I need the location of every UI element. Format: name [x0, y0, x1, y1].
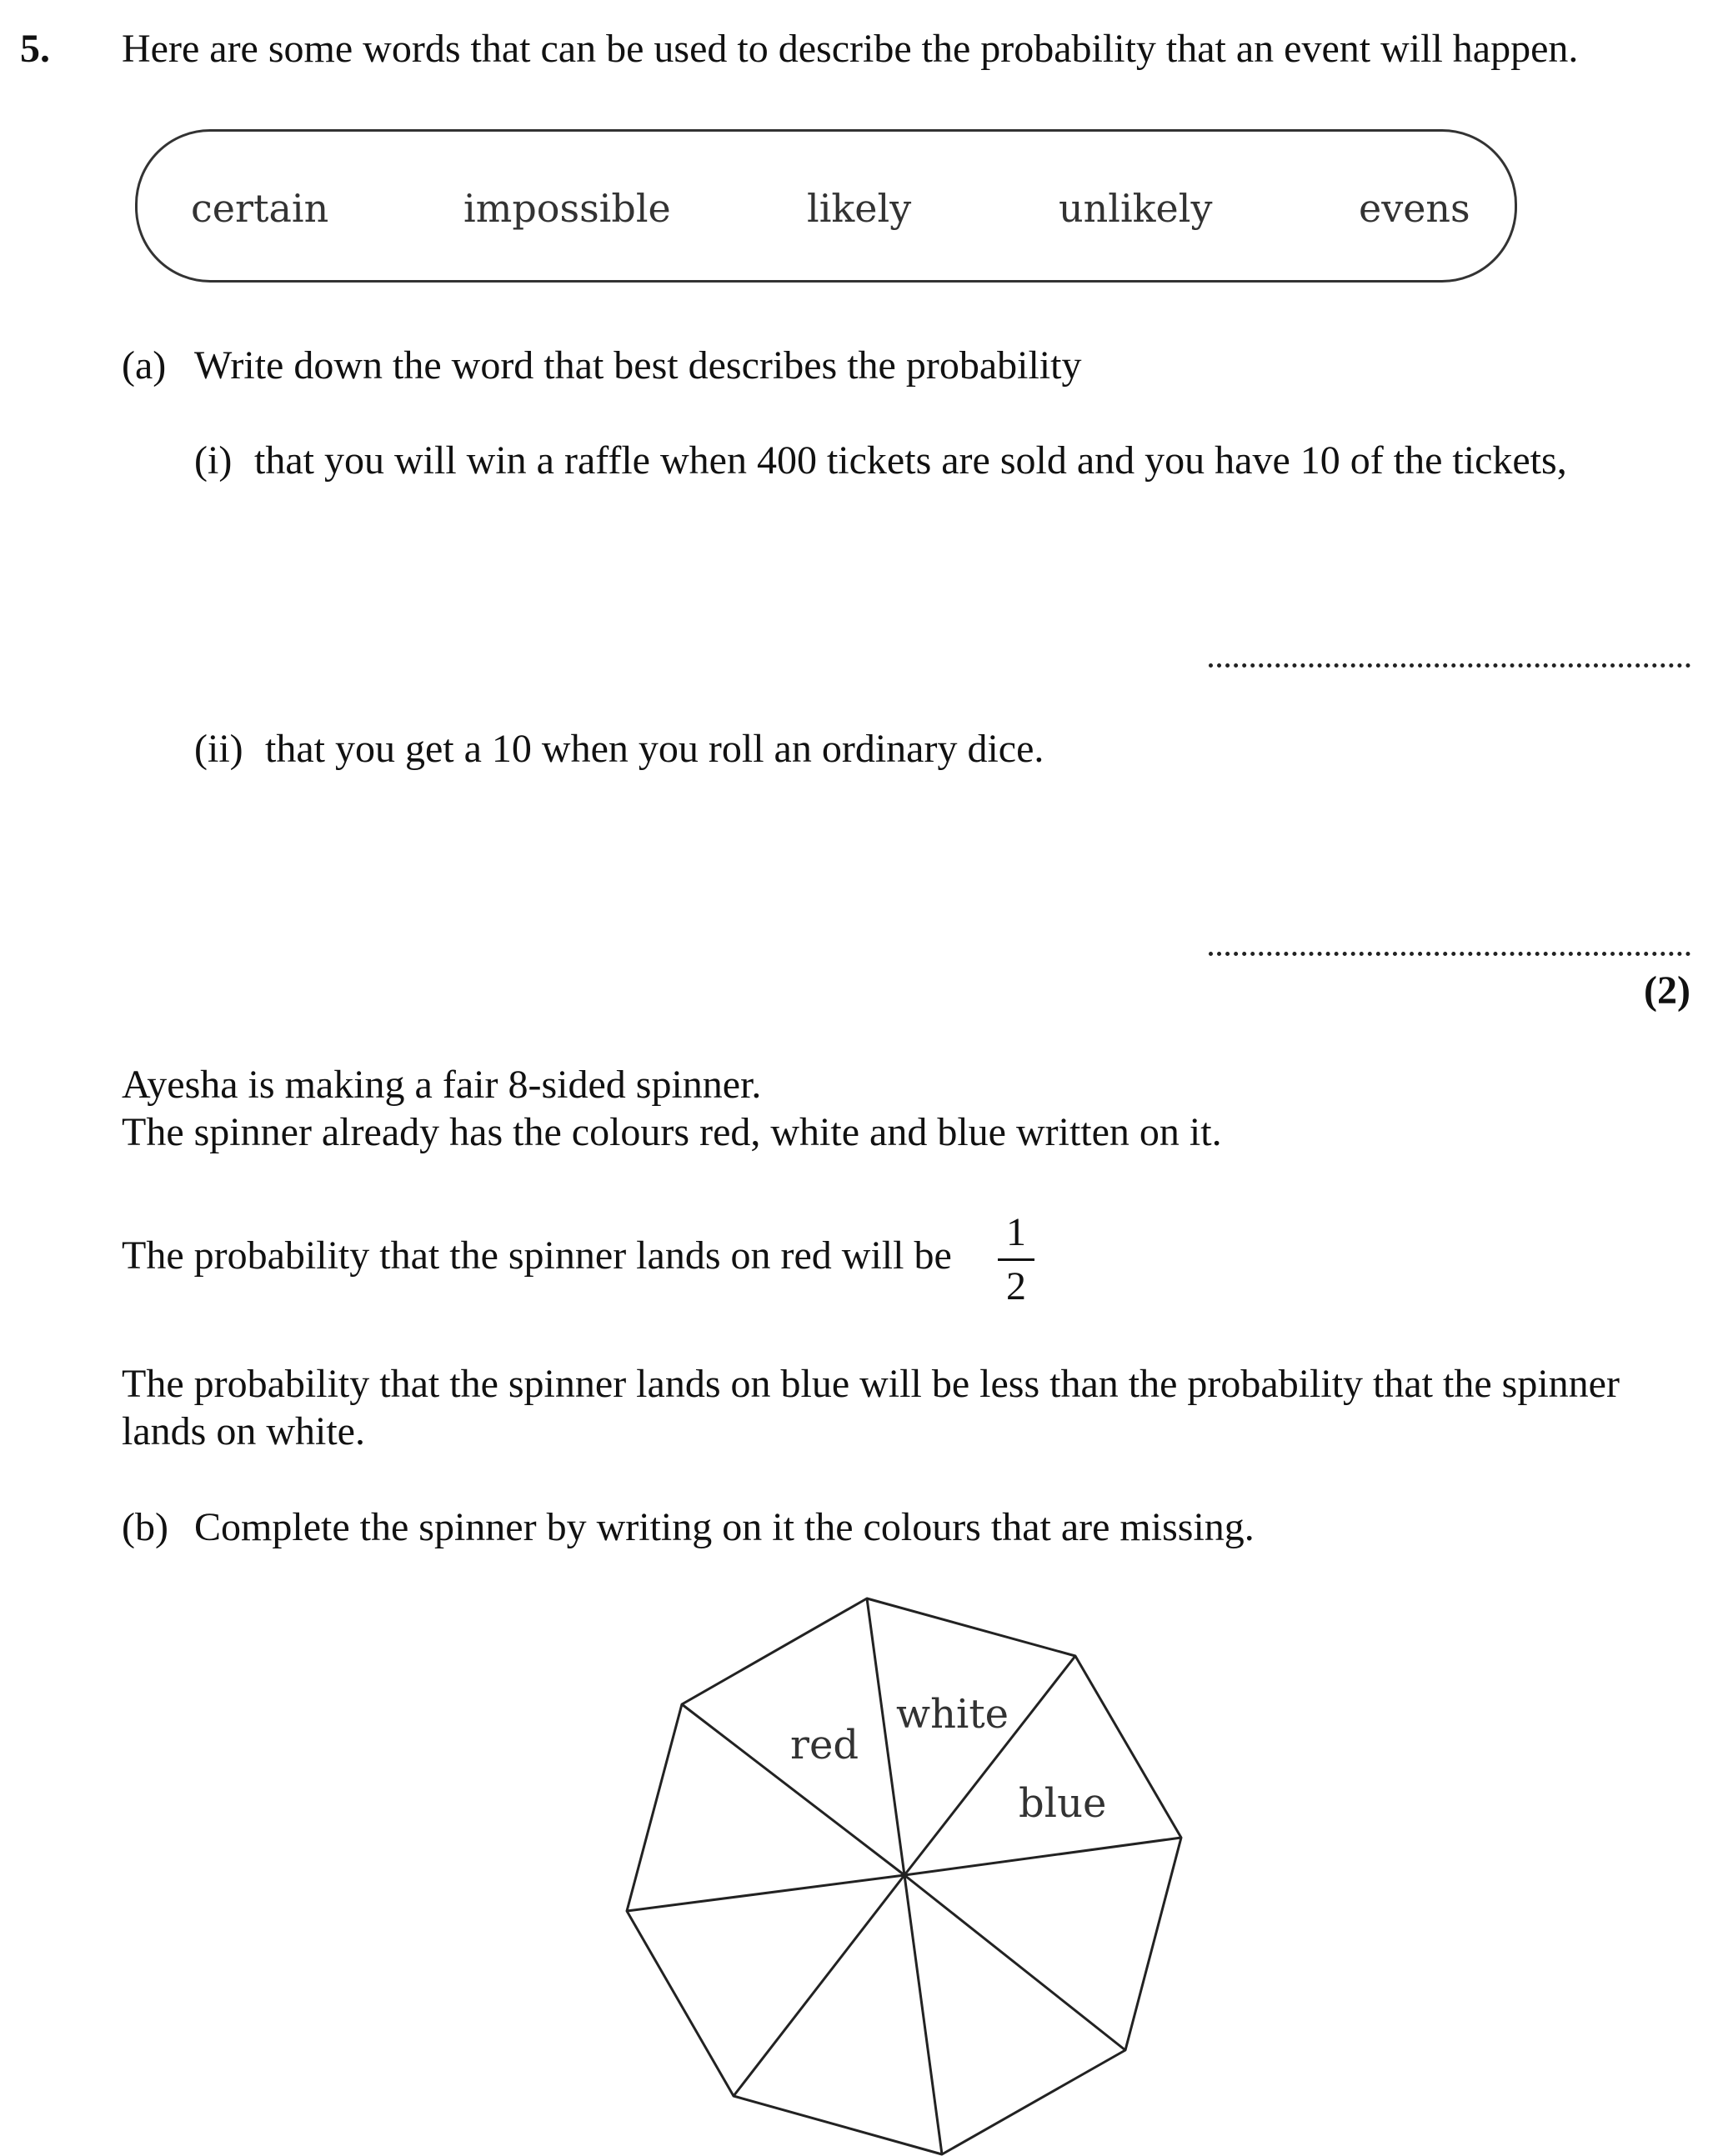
context-line-2: The spinner already has the colours red, white and blue written on it. [122, 1110, 1222, 1154]
part-a-label: (a) [122, 343, 167, 388]
question-intro: Here are some words that can be used to describe the probability that an event will happen. [122, 27, 1579, 71]
part-a-i-text: that you will win a raffle when 400 tickets are sold and you have 10 of the tickets, [254, 438, 1567, 483]
spinner-spoke [904, 1838, 1181, 1875]
spinner-spoke [904, 1875, 1125, 2050]
part-a-i-label: (i) [194, 438, 233, 483]
red-probability-text: The probability that the spinner lands on red will be [122, 1233, 952, 1278]
spinner-spoke [904, 1656, 1075, 1875]
fraction-denominator: 2 [1006, 1264, 1026, 1308]
spinner-spoke [904, 1875, 942, 2154]
part-a-ii-label: (ii) [194, 727, 243, 771]
part-b-label: (b) [122, 1505, 168, 1549]
word-unlikely: unlikely [1059, 186, 1213, 231]
word-certain: certain [191, 186, 329, 231]
fraction-numerator: 1 [1006, 1210, 1026, 1254]
spinner-spoke [627, 1875, 904, 1911]
blue-white-line-1: The probability that the spinner lands on blue will be less than the probability that the spinner [122, 1362, 1620, 1406]
part-a-ii-text: that you get a 10 when you roll an ordinary dice. [265, 727, 1044, 771]
spinner-spoke [734, 1875, 904, 2096]
part-b-prompt: Complete the spinner by writing on it the colours that are missing. [194, 1505, 1255, 1549]
blue-white-line-2: lands on white. [122, 1409, 365, 1453]
spinner-label-red: red [790, 1722, 859, 1768]
spinner-label-white: white [896, 1691, 1009, 1738]
part-a-marks: (2) [1644, 968, 1690, 1013]
question-number: 5. [20, 27, 50, 71]
word-evens: evens [1359, 186, 1470, 231]
word-impossible: impossible [463, 186, 671, 231]
word-likely: likely [807, 186, 912, 231]
context-line-1: Ayesha is making a fair 8-sided spinner. [122, 1063, 762, 1107]
spinner-label-blue: blue [1019, 1780, 1107, 1827]
part-a-prompt: Write down the word that best describes the probability [194, 343, 1082, 388]
